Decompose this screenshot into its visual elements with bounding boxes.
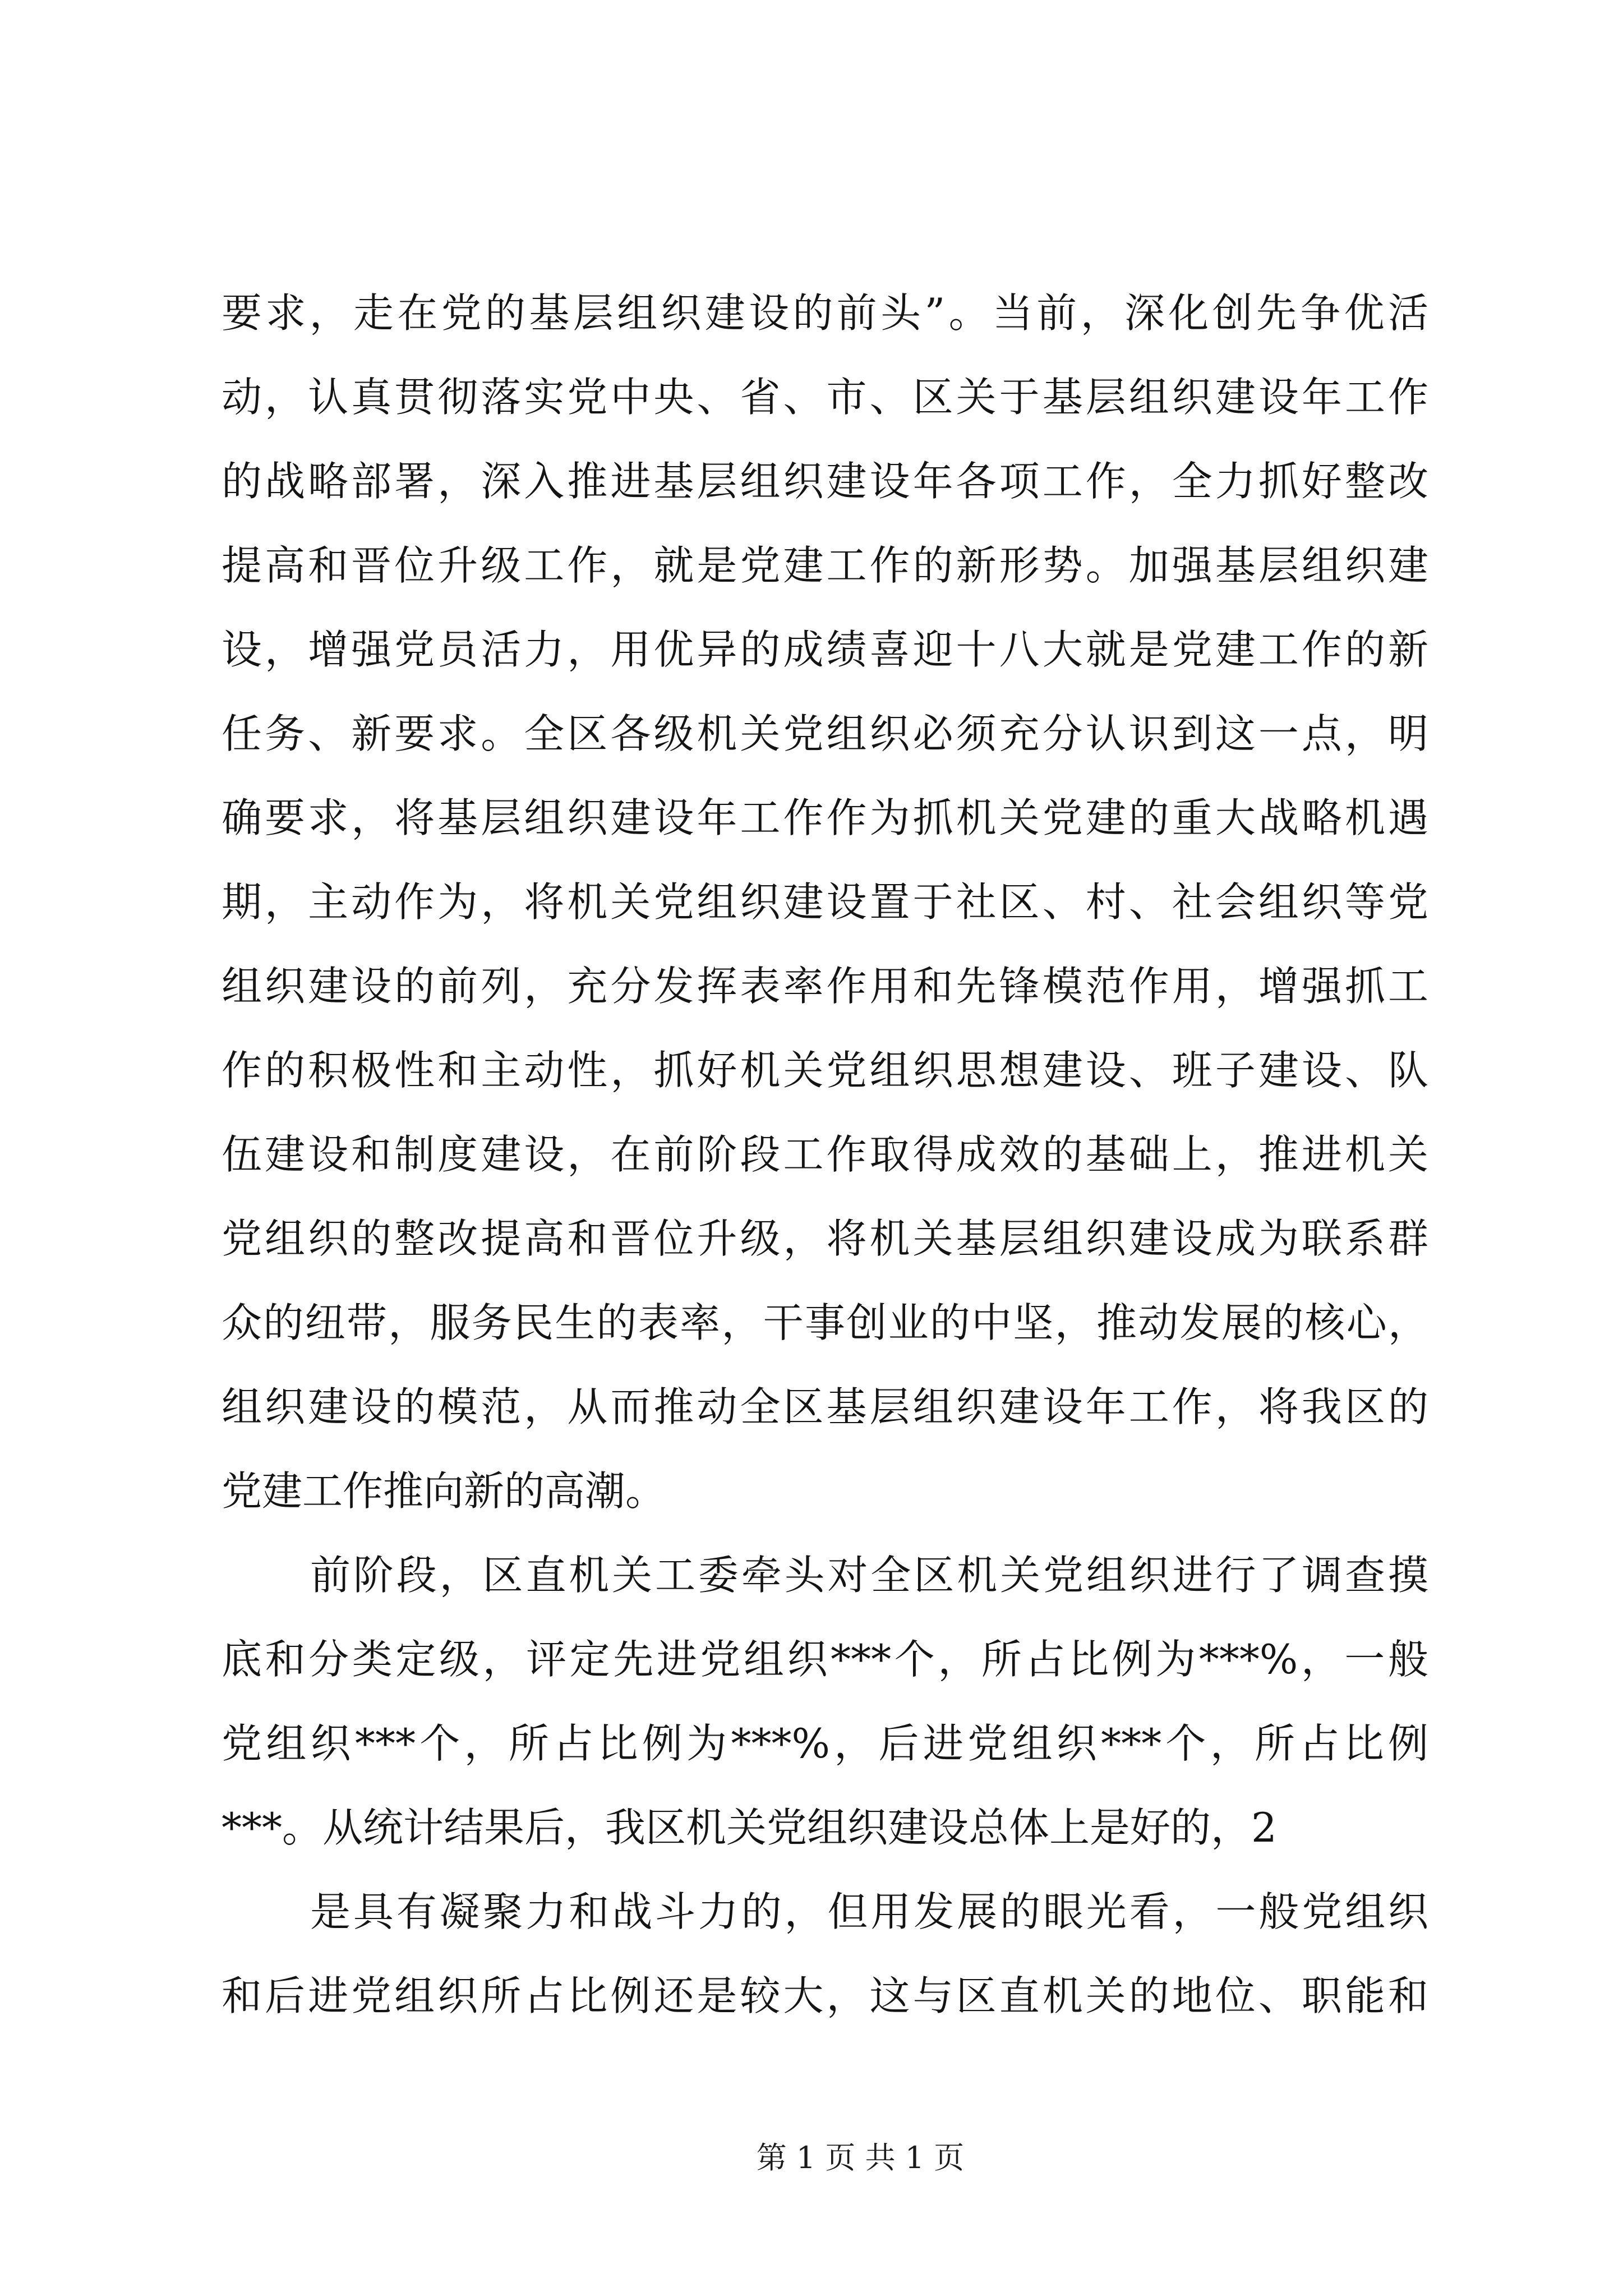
paragraph-line: 设，增强党员活力，用优异的成绩喜迎十八大就是党建工作的新 [222, 626, 1428, 673]
paragraph-line: 党组织***个，所占比例为***%，后进党组织***个，所占比例 [222, 1720, 1428, 1767]
paragraph-line: 组织建设的模范，从而推动全区基层组织建设年工作，将我区的 [222, 1383, 1428, 1430]
document-body [222, 271, 1428, 2038]
paragraph-line: 众的纽带，服务民生的表率，干事创业的中坚，推动发展的核心， [222, 1299, 1428, 1346]
paragraph-line: 组织建设的前列，充分发挥表率作用和先锋模范作用，增强抓工 [222, 963, 1428, 1010]
paragraph-line: 前阶段，区直机关工委牵头对全区机关党组织进行了调查摸 [310, 1552, 1428, 1599]
paragraph-line: 的战略部署，深入推进基层组织建设年各项工作，全力抓好整改 [222, 458, 1428, 505]
paragraph-line: 党组织的整改提高和晋位升级，将机关基层组织建设成为联系群 [222, 1215, 1428, 1262]
paragraph-line: 提高和晋位升级工作，就是党建工作的新形势。加强基层组织建 [222, 542, 1428, 589]
paragraph [222, 1870, 1428, 2038]
paragraph-line: 动，认真贯彻落实党中央、省、市、区关于基层组织建设年工作 [222, 374, 1428, 421]
paragraph-line: 和后进党组织所占比例还是较大，这与区直机关的地位、职能和 [222, 1972, 1428, 2019]
paragraph-line: ***。从统计结果后，我区机关党组织建设总体上是好的，2 [222, 1804, 1277, 1851]
paragraph-line: 确要求，将基层组织建设年工作作为抓机关党建的重大战略机遇 [222, 794, 1428, 841]
paragraph-line: 任务、新要求。全区各级机关党组织必须充分认识到这一点，明 [222, 710, 1428, 757]
paragraph [222, 271, 1428, 1533]
paragraph-line: 期，主动作为，将机关党组织建设置于社区、村、社会组织等党 [222, 878, 1428, 926]
paragraph-line: 党建工作推向新的高潮。 [222, 1467, 666, 1515]
paragraph [222, 1533, 1428, 1870]
paragraph-line: 底和分类定级，评定先进党组织***个，所占比例为***%，一般 [222, 1636, 1428, 1683]
paragraph-line: 要求，走在党的基层组织建设的前头”。当前，深化创先争优活 [222, 289, 1428, 337]
page-footer: 第 1 页 共 1 页 [756, 2140, 965, 2175]
paragraph-line: 是具有凝聚力和战斗力的，但用发展的眼光看，一般党组织 [310, 1888, 1428, 1935]
paragraph-line: 作的积极性和主动性，抓好机关党组织思想建设、班子建设、队 [222, 1047, 1428, 1094]
paragraph-line: 伍建设和制度建设，在前阶段工作取得成效的基础上，推进机关 [222, 1131, 1428, 1178]
